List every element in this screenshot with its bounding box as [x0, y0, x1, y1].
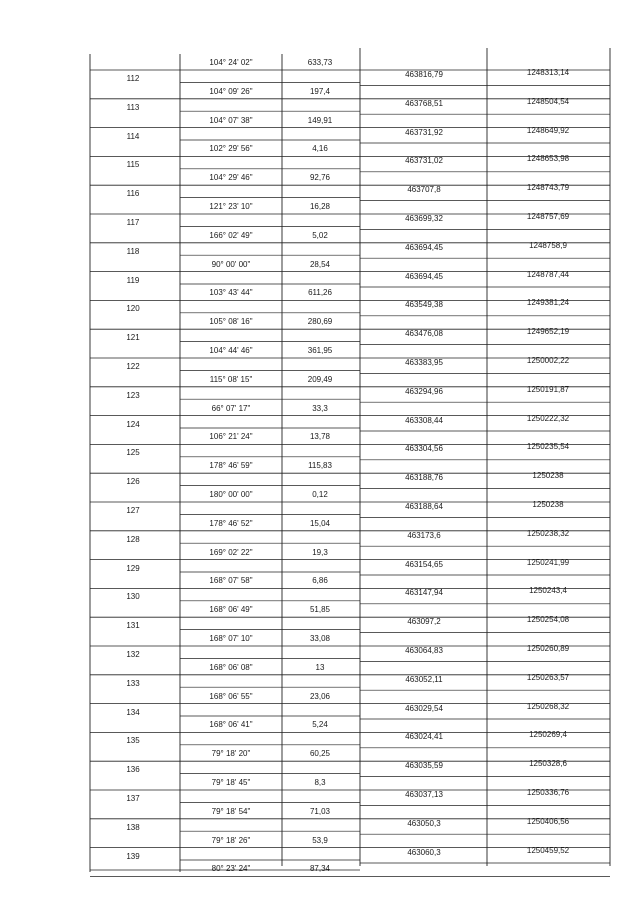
point-number-cell: 123 [126, 390, 140, 400]
x-coordinate-cell: 463731,92 [405, 127, 443, 137]
point-number-cell: 127 [126, 506, 140, 515]
angle-cell: 168° 06' 49" [209, 605, 253, 615]
length-cell: 16,28 [309, 202, 331, 211]
y-coordinate-cell: 1248743,79 [526, 183, 570, 193]
x-coordinate-cell: 463147,94 [405, 588, 443, 598]
angle-cell: 121° 23' 10" [209, 202, 253, 211]
length-cell: 197,4 [309, 86, 331, 96]
y-coordinate-cell: 1250268,32 [526, 701, 570, 711]
x-coordinate-cell: 463694,45 [405, 242, 443, 252]
x-coordinate-cell: 463383,95 [405, 358, 443, 367]
y-coordinate-cell: 1250459,52 [526, 845, 570, 855]
y-coordinate-cell: 1250328,6 [529, 759, 567, 769]
length-cell: 33,3 [312, 403, 328, 413]
angle-cell: 168° 07' 10" [209, 634, 253, 643]
angle-cell: 168° 06' 08" [209, 662, 253, 672]
y-coordinate-cell: 1250238 [532, 500, 564, 509]
length-cell: 33,08 [309, 634, 331, 643]
x-coordinate-cell: 463768,51 [405, 98, 443, 108]
length-cell: 13 [315, 662, 325, 672]
point-number-cell: 135 [126, 736, 140, 746]
y-coordinate-cell: 1250235,54 [526, 442, 570, 452]
y-coordinate-cell: 1248787,44 [526, 269, 570, 279]
angle-cell: 104° 44' 46" [209, 346, 253, 355]
x-coordinate-cell: 463699,32 [405, 214, 443, 223]
y-coordinate-cell: 1250243,4 [529, 586, 567, 596]
angle-cell: 169° 02' 22" [209, 547, 253, 557]
x-coordinate-cell: 463476,08 [405, 329, 443, 339]
x-coordinate-cell: 463050,3 [407, 818, 441, 828]
point-number-cell: 136 [126, 765, 140, 775]
angle-cell: 79° 18' 54" [211, 806, 251, 816]
x-coordinate-cell: 463037,13 [405, 790, 443, 799]
x-coordinate-cell: 463188,76 [405, 473, 443, 483]
length-cell: 53,9 [312, 835, 328, 845]
x-coordinate-cell: 463294,96 [405, 386, 443, 396]
point-number-cell: 133 [126, 678, 140, 688]
point-number-cell: 128 [126, 534, 140, 544]
point-number-cell: 132 [126, 650, 140, 659]
angle-cell: 178° 46' 59" [209, 461, 253, 471]
angle-cell: 178° 46' 52" [209, 518, 253, 528]
y-coordinate-cell: 1248757,69 [526, 212, 570, 221]
length-cell: 8,3 [314, 778, 326, 787]
y-coordinate-cell: 1248649,92 [526, 125, 570, 135]
length-cell: 92,76 [309, 173, 331, 183]
angle-cell: 166° 02' 49" [209, 230, 253, 240]
length-cell: 19,3 [312, 547, 328, 557]
x-coordinate-cell: 463024,41 [405, 732, 443, 742]
point-number-cell: 113 [126, 102, 140, 112]
point-number-cell: 134 [126, 707, 140, 717]
y-coordinate-cell: 1248758,9 [529, 240, 567, 250]
y-coordinate-cell: 1250238 [532, 471, 564, 481]
angle-cell: 115° 08' 15" [209, 374, 253, 384]
x-coordinate-cell: 463694,45 [405, 271, 443, 281]
angle-cell: 104° 09' 26" [209, 86, 253, 96]
length-cell: 4,16 [312, 144, 328, 154]
angle-cell: 106° 21' 24" [209, 432, 253, 442]
x-coordinate-cell: 463035,59 [405, 761, 443, 771]
x-coordinate-cell: 463816,79 [405, 70, 443, 79]
angle-cell: 104° 29' 46" [209, 173, 253, 183]
length-cell: 115,83 [308, 461, 332, 471]
y-coordinate-cell: 1250254,08 [526, 615, 570, 625]
y-coordinate-cell: 1250241,99 [526, 557, 570, 567]
point-number-cell: 119 [126, 275, 140, 285]
x-coordinate-cell: 463304,56 [405, 444, 443, 454]
y-coordinate-cell: 1250222,32 [526, 413, 570, 423]
point-number-cell: 137 [126, 794, 140, 803]
y-coordinate-cell: 1248313,14 [526, 68, 570, 77]
point-number-cell: 124 [126, 419, 140, 429]
angle-cell: 102° 29' 56" [209, 144, 253, 154]
point-number-cell: 121 [126, 333, 140, 343]
point-number-cell: 120 [126, 304, 140, 314]
angle-cell: 90° 00' 00" [211, 259, 251, 269]
x-coordinate-cell: 463052,11 [405, 674, 443, 684]
y-coordinate-cell: 1250238,32 [526, 528, 570, 538]
length-cell: 5,02 [312, 230, 328, 240]
x-coordinate-cell: 463060,3 [407, 847, 441, 857]
angle-cell: 168° 07' 58" [209, 576, 253, 586]
length-cell: 87,34 [309, 864, 331, 874]
x-coordinate-cell: 463731,02 [405, 156, 443, 166]
x-coordinate-cell: 463064,83 [405, 646, 443, 655]
point-number-cell: 116 [126, 189, 140, 199]
y-coordinate-cell: 1248653,98 [526, 154, 570, 164]
angle-cell: 168° 06' 55" [209, 691, 253, 701]
angle-cell: 79° 18' 26" [211, 835, 251, 845]
length-cell: 149,91 [307, 115, 333, 125]
x-coordinate-cell: 463097,2 [407, 617, 441, 627]
length-cell: 28,54 [309, 259, 331, 269]
length-cell: 23,06 [309, 691, 331, 701]
x-coordinate-cell: 463188,64 [405, 502, 443, 511]
y-coordinate-cell: 1250191,87 [526, 384, 570, 394]
y-coordinate-cell: 1249652,19 [526, 327, 570, 337]
length-cell: 15,04 [309, 518, 331, 528]
angle-cell: 105° 08' 16" [209, 317, 253, 327]
y-coordinate-cell: 1250263,57 [526, 672, 570, 682]
x-coordinate-cell: 463308,44 [405, 415, 443, 425]
y-coordinate-cell: 1250260,89 [526, 644, 570, 653]
point-number-cell: 126 [126, 477, 140, 487]
angle-cell: 79° 18' 20" [211, 749, 251, 759]
y-coordinate-cell: 1249381,24 [526, 298, 570, 308]
point-number-cell: 131 [126, 621, 140, 631]
angle-cell: 79° 18' 45" [211, 778, 251, 787]
x-coordinate-cell: 463029,54 [405, 703, 443, 713]
length-cell: 361,95 [307, 346, 333, 355]
x-coordinate-cell: 463707,8 [407, 185, 441, 195]
angle-cell: 66° 07' 17" [211, 403, 251, 413]
point-number-cell: 115 [126, 160, 140, 170]
length-cell: 71,03 [309, 806, 331, 816]
point-number-cell: 122 [126, 362, 140, 371]
angle-cell: 104° 24' 02" [209, 58, 253, 67]
point-number-cell: 138 [126, 822, 140, 832]
point-number-cell: 125 [126, 448, 140, 458]
x-coordinate-cell: 463173,6 [407, 530, 441, 540]
length-cell: 13,78 [309, 432, 331, 442]
point-number-cell: 129 [126, 563, 140, 573]
point-number-cell: 139 [126, 851, 140, 861]
angle-cell: 80° 23' 24" [211, 864, 251, 874]
point-number-cell: 117 [126, 218, 140, 227]
y-coordinate-cell: 1250002,22 [526, 356, 570, 365]
length-cell: 209,49 [307, 374, 333, 384]
length-cell: 5,24 [312, 720, 328, 730]
point-number-cell: 130 [126, 592, 140, 602]
point-number-cell: 114 [126, 131, 140, 141]
x-coordinate-cell: 463549,38 [405, 300, 443, 310]
y-coordinate-cell: 1248504,54 [526, 96, 570, 106]
y-coordinate-cell: 1250336,76 [526, 788, 570, 797]
length-cell: 611,26 [308, 288, 332, 298]
point-number-cell: 112 [126, 74, 140, 83]
length-cell: 60,25 [309, 749, 331, 759]
length-cell: 633,73 [307, 58, 333, 67]
length-cell: 51,85 [309, 605, 331, 615]
x-coordinate-cell: 463154,65 [405, 559, 443, 569]
length-cell: 0,12 [312, 490, 328, 499]
length-cell: 6,86 [312, 576, 328, 586]
angle-cell: 103° 43' 44" [209, 288, 253, 298]
angle-cell: 168° 06' 41" [209, 720, 253, 730]
point-number-cell: 118 [126, 246, 140, 256]
angle-cell: 180° 00' 00" [209, 490, 253, 499]
y-coordinate-cell: 1250269,4 [529, 730, 567, 740]
length-cell: 280,69 [307, 317, 333, 327]
angle-cell: 104° 07' 38" [209, 115, 253, 125]
y-coordinate-cell: 1250406,56 [526, 816, 570, 826]
